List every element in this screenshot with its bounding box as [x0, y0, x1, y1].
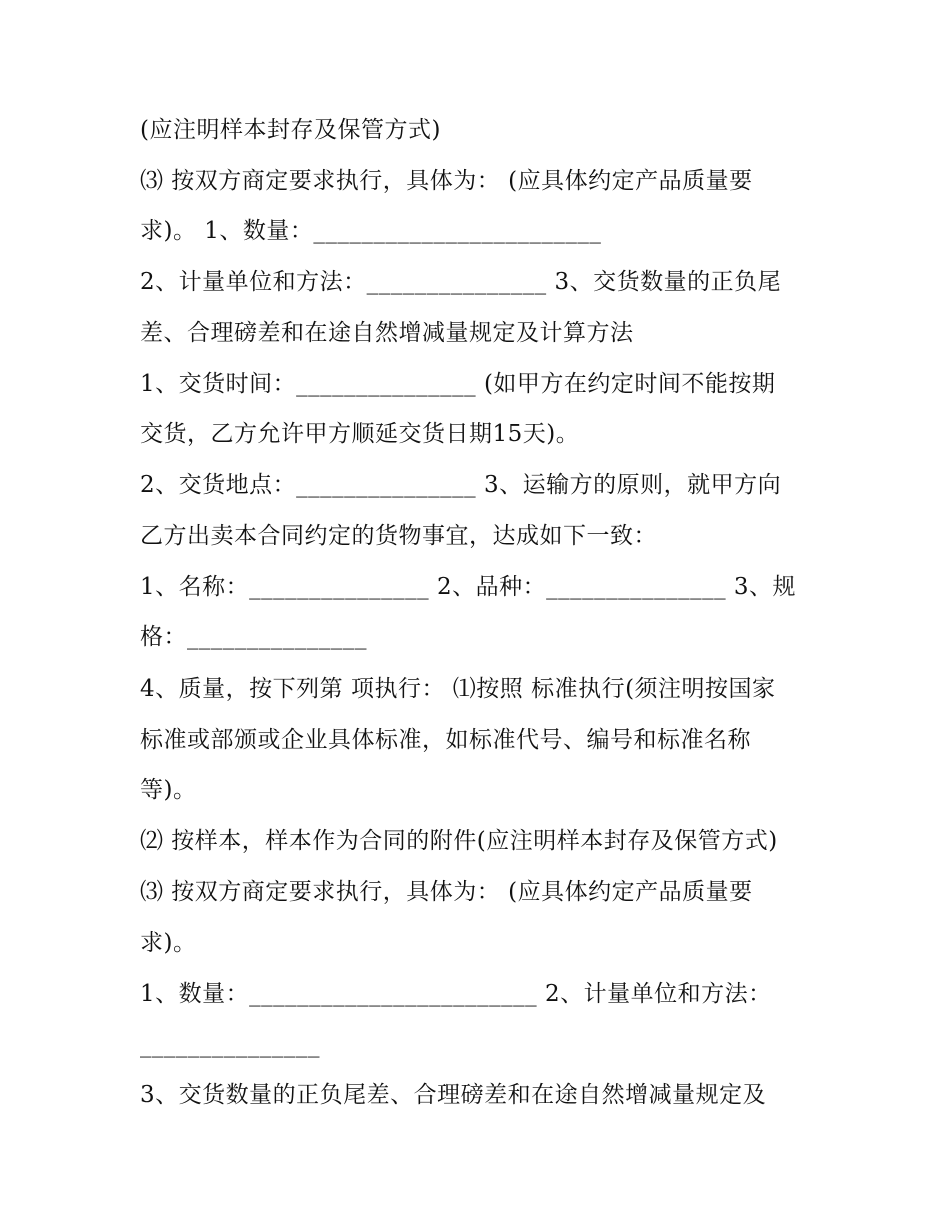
- text-line: 4、质量，按下列第 项执行： ⑴按照 标准执行(须注明按国家: [140, 676, 776, 702]
- text-line: 1、名称：_______________ 2、品种：_______________ 3、规: [140, 574, 797, 600]
- text-line: 标准或部颁或企业具体标准，如标准代号、编号和标准名称: [140, 727, 751, 753]
- text-line: 3、交货数量的正负尾差、合理磅差和在途自然增减量规定及: [140, 1082, 767, 1108]
- text-line: 求)。 1、数量：________________________: [140, 218, 602, 244]
- text-line: 1、交货时间：_______________ (如甲方在约定时间不能按期: [140, 371, 776, 397]
- text-line: ⑶ 按双方商定要求执行，具体为： (应具体约定产品质量要: [140, 879, 753, 905]
- text-line: _______________: [140, 1032, 320, 1058]
- text-line: (应注明样本封存及保管方式): [140, 117, 441, 143]
- text-line: 2、计量单位和方法：_______________ 3、交货数量的正负尾: [140, 269, 782, 295]
- text-line: ⑵ 按样本，样本作为合同的附件(应注明样本封存及保管方式): [140, 828, 778, 854]
- text-line: 2、交货地点：_______________ 3、运输方的原则，就甲方向: [140, 472, 782, 498]
- text-line: ⑶ 按双方商定要求执行，具体为： (应具体约定产品质量要: [140, 168, 753, 194]
- text-line: 差、合理磅差和在途自然增减量规定及计算方法: [140, 320, 634, 346]
- text-line: 求)。: [140, 930, 197, 956]
- text-line: 交货，乙方允许甲方顺延交货日期15天)。: [140, 421, 580, 447]
- text-line: 格：_______________: [140, 624, 367, 650]
- text-line: 乙方出卖本合同约定的货物事宜，达成如下一致：: [140, 523, 657, 549]
- text-line: 1、数量：________________________ 2、计量单位和方法：: [140, 981, 772, 1007]
- text-line: 等)。: [140, 777, 197, 803]
